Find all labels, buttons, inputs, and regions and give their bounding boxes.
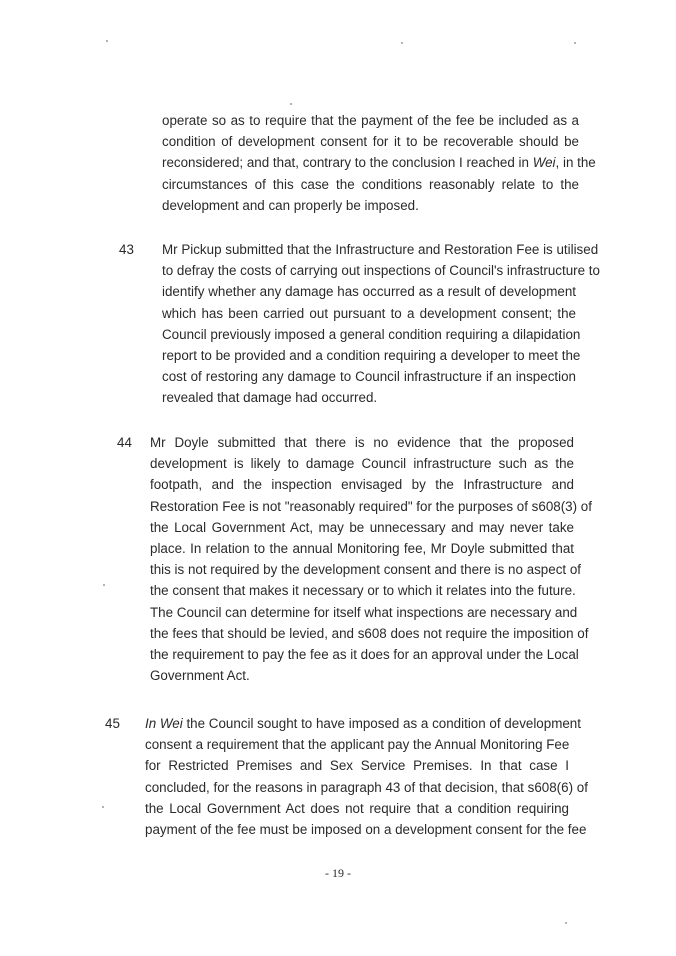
scan-speck xyxy=(290,103,292,105)
text-line: place. In relation to the annual Monitoring fee, Mr Doyle submitted that xyxy=(150,540,574,556)
case-name-wei: Wei xyxy=(532,155,556,171)
text-line: consent a requirement that the applicant pay the Annual Monitoring Fee xyxy=(145,737,570,753)
text-line: the consent that makes it necessary or to which it relates into the future. xyxy=(150,583,576,599)
text-line: footpath, and the inspection envisaged by the Infrastructure and xyxy=(150,477,574,493)
text-line: report to be provided and a condition requiring a developer to meet the xyxy=(162,347,581,363)
text-line: this is not required by the development consent and there is no aspect of xyxy=(150,562,581,578)
scan-speck xyxy=(574,42,576,44)
paragraph-44 xyxy=(150,432,592,686)
text-line: circumstances of this case the conditions reasonably relate to the xyxy=(162,176,579,192)
paragraph-number: 43 xyxy=(119,242,134,257)
text-line: development and can properly be imposed. xyxy=(162,197,419,213)
text-line: Mr Doyle submitted that there is no evidence that the proposed xyxy=(150,435,574,450)
page-number: - 19 - xyxy=(325,866,351,880)
text-line: to defray the costs of carrying out inspections of Council's infrastructure to xyxy=(162,263,600,279)
text-line: Restoration Fee is not "reasonably required" for the purposes of s608(3) of xyxy=(150,498,592,514)
text-line: which has been carried out pursuant to a development consent; the xyxy=(162,305,576,321)
text-line: concluded, for the reasons in paragraph 43 of that decision, that s608(6) of xyxy=(145,779,588,795)
text-line: the Local Government Act does not require that a condition requiring xyxy=(145,800,569,816)
case-name-wei: In Wei xyxy=(145,716,183,731)
text-line: identify whether any damage has occurred as a result of development xyxy=(162,284,576,300)
continuation-paragraph xyxy=(162,110,596,216)
scan-speck xyxy=(106,40,108,42)
text-line: In Wei the Council sought to have imposed as a condition of development xyxy=(145,716,581,731)
text-line: the Local Government Act, may be unnecessary and may never take xyxy=(150,519,574,535)
text-line: the requirement to pay the fee as it does for an approval under the Local xyxy=(150,646,579,662)
text-line: development is likely to damage Council infrastructure such as the xyxy=(150,456,574,472)
text-line: cost of restoring any damage to Council infrastructure if an inspection xyxy=(162,369,576,385)
text-line: payment of the fee must be imposed on a development consent for the fee xyxy=(145,821,587,837)
paragraph-number: 45 xyxy=(105,716,120,731)
scan-speck xyxy=(102,806,104,808)
scan-speck xyxy=(401,42,403,44)
text-line: Government Act. xyxy=(150,668,250,684)
text-line: operate so as to require that the payment of the fee be included as a xyxy=(162,113,579,128)
paragraph-43 xyxy=(162,239,600,409)
text-line: condition of development consent for it to be recoverable should be xyxy=(162,134,579,150)
scan-speck xyxy=(103,584,105,586)
text-line: reconsidered; and that, contrary to the conclusion I reached in Wei, in the xyxy=(162,155,596,171)
text-line: the fees that should be levied, and s608 does not require the imposition of xyxy=(150,625,589,641)
paragraph-45 xyxy=(145,713,588,840)
text-line: The Council can determine for itself what inspections are necessary and xyxy=(150,604,578,620)
text-line: revealed that damage had occurred. xyxy=(162,390,378,406)
text-line: Council previously imposed a general condition requiring a dilapidation xyxy=(162,326,581,342)
paragraph-number: 44 xyxy=(117,435,132,450)
scan-speck xyxy=(565,922,567,924)
text-line: Mr Pickup submitted that the Infrastructure and Restoration Fee is utilised xyxy=(162,242,599,257)
text-line: for Restricted Premises and Sex Service Premises. In that case I xyxy=(145,758,569,774)
